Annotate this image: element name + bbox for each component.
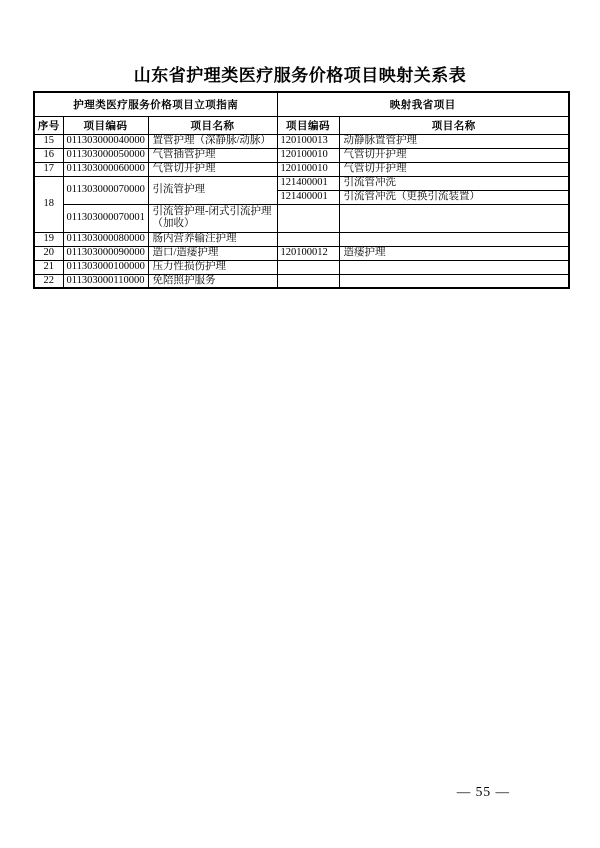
cell-map-code <box>277 274 339 288</box>
cell-map-code: 120100010 <box>277 148 339 162</box>
cell-guide-name: 造口/造瘘护理 <box>148 246 277 260</box>
table-row <box>34 232 569 246</box>
cell-guide-name: 引流管护理-闭式引流护理（加收） <box>148 204 277 232</box>
cell-map-code <box>277 204 339 232</box>
table-row <box>34 176 569 190</box>
cell-seq: 17 <box>34 162 63 176</box>
table-row <box>34 148 569 162</box>
cell-seq: 16 <box>34 148 63 162</box>
cell-map-name: 造瘘护理 <box>339 246 569 260</box>
cell-guide-code: 011303000090000 <box>63 246 148 260</box>
cell-map-code: 121400001 <box>277 190 339 204</box>
cell-guide-code: 011303000070001 <box>63 204 148 232</box>
cell-map-name <box>339 232 569 246</box>
cell-map-code: 120100012 <box>277 246 339 260</box>
group-header-mapped: 映射我省项目 <box>277 92 569 116</box>
cell-guide-code: 011303000040000 <box>63 134 148 148</box>
cell-guide-code: 011303000060000 <box>63 162 148 176</box>
table-row <box>34 274 569 288</box>
group-header-guide: 护理类医疗服务价格项目立项指南 <box>34 92 277 116</box>
cell-map-code <box>277 232 339 246</box>
cell-guide-name: 免陪照护服务 <box>148 274 277 288</box>
table-row <box>34 162 569 176</box>
cell-guide-name: 引流管护理 <box>148 176 277 204</box>
cell-seq: 21 <box>34 260 63 274</box>
table-row <box>34 204 569 232</box>
cell-seq: 15 <box>34 134 63 148</box>
table-column-header-row <box>34 116 569 134</box>
cell-seq: 22 <box>34 274 63 288</box>
cell-map-name <box>339 260 569 274</box>
cell-guide-name: 肠内营养输注护理 <box>148 232 277 246</box>
cell-guide-name: 气管切开护理 <box>148 162 277 176</box>
cell-map-name: 引流管冲洗（更换引流装置） <box>339 190 569 204</box>
cell-map-code: 120100013 <box>277 134 339 148</box>
cell-guide-name: 气管插管护理 <box>148 148 277 162</box>
cell-guide-code: 011303000050000 <box>63 148 148 162</box>
table-row <box>34 246 569 260</box>
cell-map-name: 气管切开护理 <box>339 148 569 162</box>
cell-guide-code: 011303000070000 <box>63 176 148 204</box>
cell-map-name: 引流管冲洗 <box>339 176 569 190</box>
cell-seq: 20 <box>34 246 63 260</box>
cell-guide-code: 011303000100000 <box>63 260 148 274</box>
col-header-guide-code: 项目编码 <box>63 116 148 134</box>
table-group-header-row <box>34 92 569 116</box>
table-row <box>34 260 569 274</box>
cell-map-name <box>339 204 569 232</box>
cell-map-code: 120100010 <box>277 162 339 176</box>
col-header-map-code: 项目编码 <box>277 116 339 134</box>
cell-map-code <box>277 260 339 274</box>
cell-map-code: 121400001 <box>277 176 339 190</box>
col-header-guide-name: 项目名称 <box>148 116 277 134</box>
cell-guide-code: 011303000110000 <box>63 274 148 288</box>
cell-seq: 19 <box>34 232 63 246</box>
cell-guide-name: 置管护理（深静脉/动脉） <box>148 134 277 148</box>
cell-guide-name: 压力性损伤护理 <box>148 260 277 274</box>
page-number: — 55 — <box>456 784 510 799</box>
mapping-table <box>33 91 570 289</box>
cell-map-name <box>339 274 569 288</box>
col-header-seq: 序号 <box>34 116 63 134</box>
table-row <box>34 134 569 148</box>
page-title: 山东省护理类医疗服务价格项目映射关系表 <box>133 66 467 86</box>
cell-seq: 18 <box>34 176 63 232</box>
cell-map-name: 动静脉置管护理 <box>339 134 569 148</box>
col-header-map-name: 项目名称 <box>339 116 569 134</box>
cell-map-name: 气管切开护理 <box>339 162 569 176</box>
cell-guide-code: 011303000080000 <box>63 232 148 246</box>
